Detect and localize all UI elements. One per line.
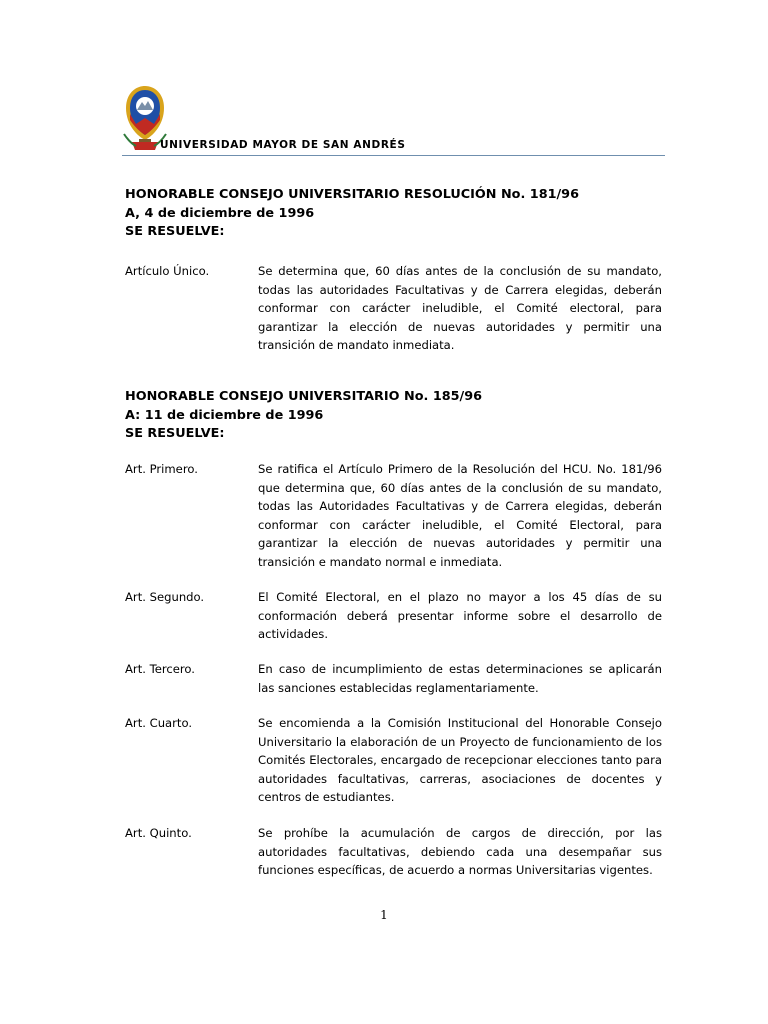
resolution-date: A: 11 de diciembre de 1996 (125, 407, 324, 423)
article-text: El Comité Electoral, en el plazo no mayor a los 45 días de su conformación deberá presentar informe sobre el desarrollo de actividades. (258, 590, 662, 641)
page-number: 1 (380, 908, 388, 922)
header-divider (122, 155, 665, 156)
article-label: Art. Segundo. (125, 590, 205, 604)
resolution-resolve-heading: SE RESUELVE: (125, 224, 225, 239)
article-text: Se ratifica el Artículo Primero de la Resolución del HCU. No. 181/96 que determina que, 60 días antes de la conclusión de su mandato, todas las Autoridades Facultativas y de Carrera elegidas, deberán conformar con carácter ineludible, el Comité Electoral, para garantizar la elección de nuevas autoridades y permitir una transición e mandato normal e inmediata. (258, 462, 662, 569)
university-name: UNIVERSIDAD MAYOR DE SAN ANDRÉS (160, 139, 406, 151)
resolution-date: A, 4 de diciembre de 1996 (125, 205, 315, 221)
article-text: Se encomienda a la Comisión Institucional del Honorable Consejo Universitario la elaboración de un Proyecto de funcionamiento de los Comités Electorales, encargado de recepcionar elecciones tanto para autoridades facultativas, carreras, asociaciones de docentes y centros de estudiantes. (258, 716, 662, 804)
article-label: Art. Cuarto. (125, 716, 193, 730)
article-text: Se prohíbe la acumulación de cargos de dirección, por las autoridades facultativas, debiendo cada una desempañar sus funciones específicas, de acuerdo a normas Universitarias vigentes. (258, 826, 662, 877)
letterhead (122, 84, 665, 156)
article-label: Art. Tercero. (125, 662, 195, 676)
article-label: Artículo Único. (125, 264, 210, 278)
article-label: Art. Quinto. (125, 826, 192, 840)
article-text: En caso de incumplimiento de estas determinaciones se aplicarán las sanciones establecidas reglamentariamente. (258, 662, 662, 695)
resolution-resolve-heading: SE RESUELVE: (125, 426, 225, 441)
article-text: Se determina que, 60 días antes de la conclusión de su mandato, todas las autoridades Facultativas y de Carrera elegidas, deberán conformar con carácter ineludible, el Comité electoral, para garantizar la elección de nuevas autoridades y permitir una transición de mandato inmediata. (258, 264, 662, 352)
article-label: Art. Primero. (125, 462, 198, 476)
resolution-title: HONORABLE CONSEJO UNIVERSITARIO RESOLUCIÓN No. 181/96 (125, 187, 579, 202)
resolution-header-181 (125, 186, 670, 242)
resolution-header-185 (125, 388, 670, 444)
resolution-title: HONORABLE CONSEJO UNIVERSITARIO No. 185/96 (125, 389, 483, 404)
